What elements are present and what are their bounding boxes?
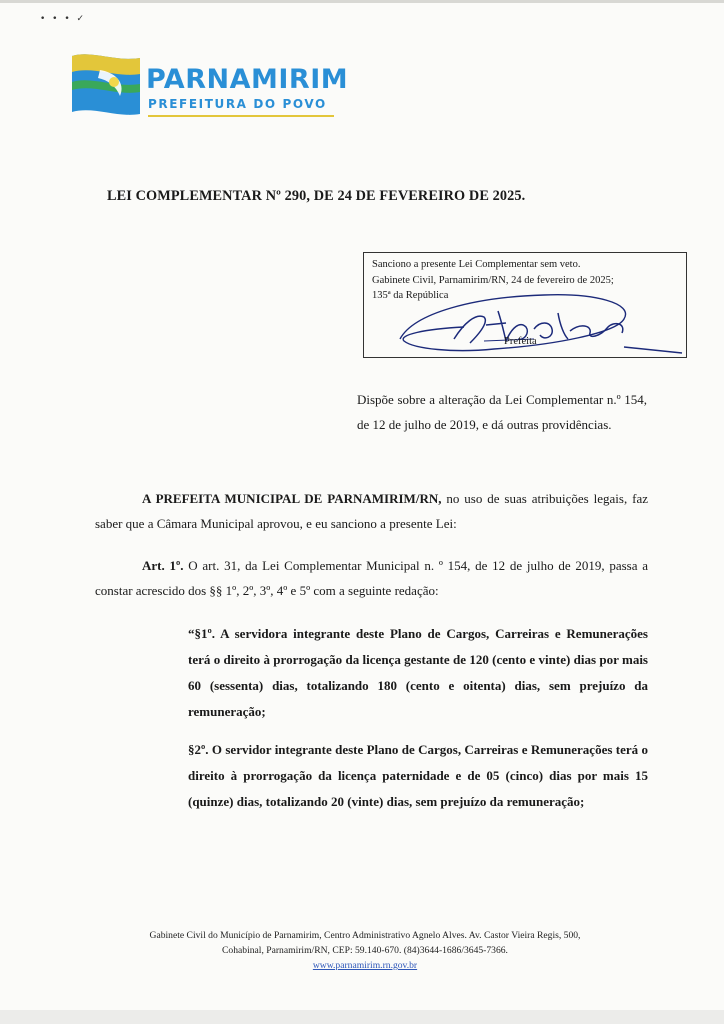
- footer-address-line: Gabinete Civil do Município de Parnamirim, Centro Administrativo Agnelo Alves. Av. Castor Vieira Regis, 500,: [149, 930, 581, 941]
- article-1: [95, 553, 648, 603]
- logo-underline: [148, 115, 334, 117]
- scan-mark: • • • ✓: [40, 14, 87, 24]
- intro-paragraph: [95, 486, 648, 536]
- sanction-line: Sanciono a presente Lei Complementar sem veto.: [372, 259, 581, 270]
- intro-lead: A PREFEITA MUNICIPAL DE PARNAMIRIM/RN,: [142, 491, 442, 506]
- logo-tagline: PREFEITURA DO POVO: [148, 97, 327, 111]
- logo-name: PARNAMIRIM: [146, 64, 349, 95]
- article-text: O art. 31, da Lei Complementar Municipal n. º 154, de 12 de julho de 2019, passa a constar acrescido dos §§ 1º, 2º, 3º, 4º e 5º com a seguinte redação:: [95, 558, 648, 598]
- sanction-box: [363, 252, 687, 358]
- law-summary: Dispõe sobre a alteração da Lei Complementar n.º 154, de 12 de julho de 2019, e dá outras providências.: [357, 392, 647, 432]
- footer-contact-line: Cohabinal, Parnamirim/RN, CEP: 59.140-670. (84)3644-1686/3645-7366.: [222, 945, 508, 956]
- sanction-line: Gabinete Civil, Parnamirim/RN, 24 de fevereiro de 2025;: [372, 274, 614, 286]
- flag-logo-icon: [70, 52, 142, 120]
- signature-icon: [394, 283, 684, 355]
- paragraph-1: “§1º. A servidora integrante deste Plano de Cargos, Carreiras e Remunerações terá o direito à prorrogação da licença gestante de 120 (cento e vinte) dias por mais 60 (sessenta) dias, totalizando 180 (cento e oitenta) dias, sem prejuízo da remuneração;: [188, 626, 648, 719]
- page-footer: [100, 928, 630, 973]
- paragraph-2: §2º. O servidor integrante deste Plano de Cargos, Carreiras e Remunerações terá o direito à prorrogação da licença paternidade e de 05 (cinco) dias por mais 15 (quinze) dias, totalizando 20 (vinte) dias, sem prejuízo da remuneração;: [188, 742, 648, 809]
- signature-role: Prefeita: [504, 336, 537, 347]
- article-lead: Art. 1º.: [142, 558, 184, 573]
- sanction-line: 135ª da República: [372, 290, 449, 301]
- city-logo: [70, 52, 349, 122]
- page-bottom-edge: [0, 1010, 724, 1024]
- intro-text: no uso de suas atribuições legais, faz saber que a Câmara Municipal aprovou, e eu sanciono a presente Lei:: [95, 491, 648, 531]
- page-top-edge: [0, 0, 724, 3]
- website-link[interactable]: www.parnamirim.rn.gov.br: [312, 960, 418, 971]
- law-title: LEI COMPLEMENTAR Nº 290, DE 24 DE FEVEREIRO DE 2025.: [107, 188, 526, 204]
